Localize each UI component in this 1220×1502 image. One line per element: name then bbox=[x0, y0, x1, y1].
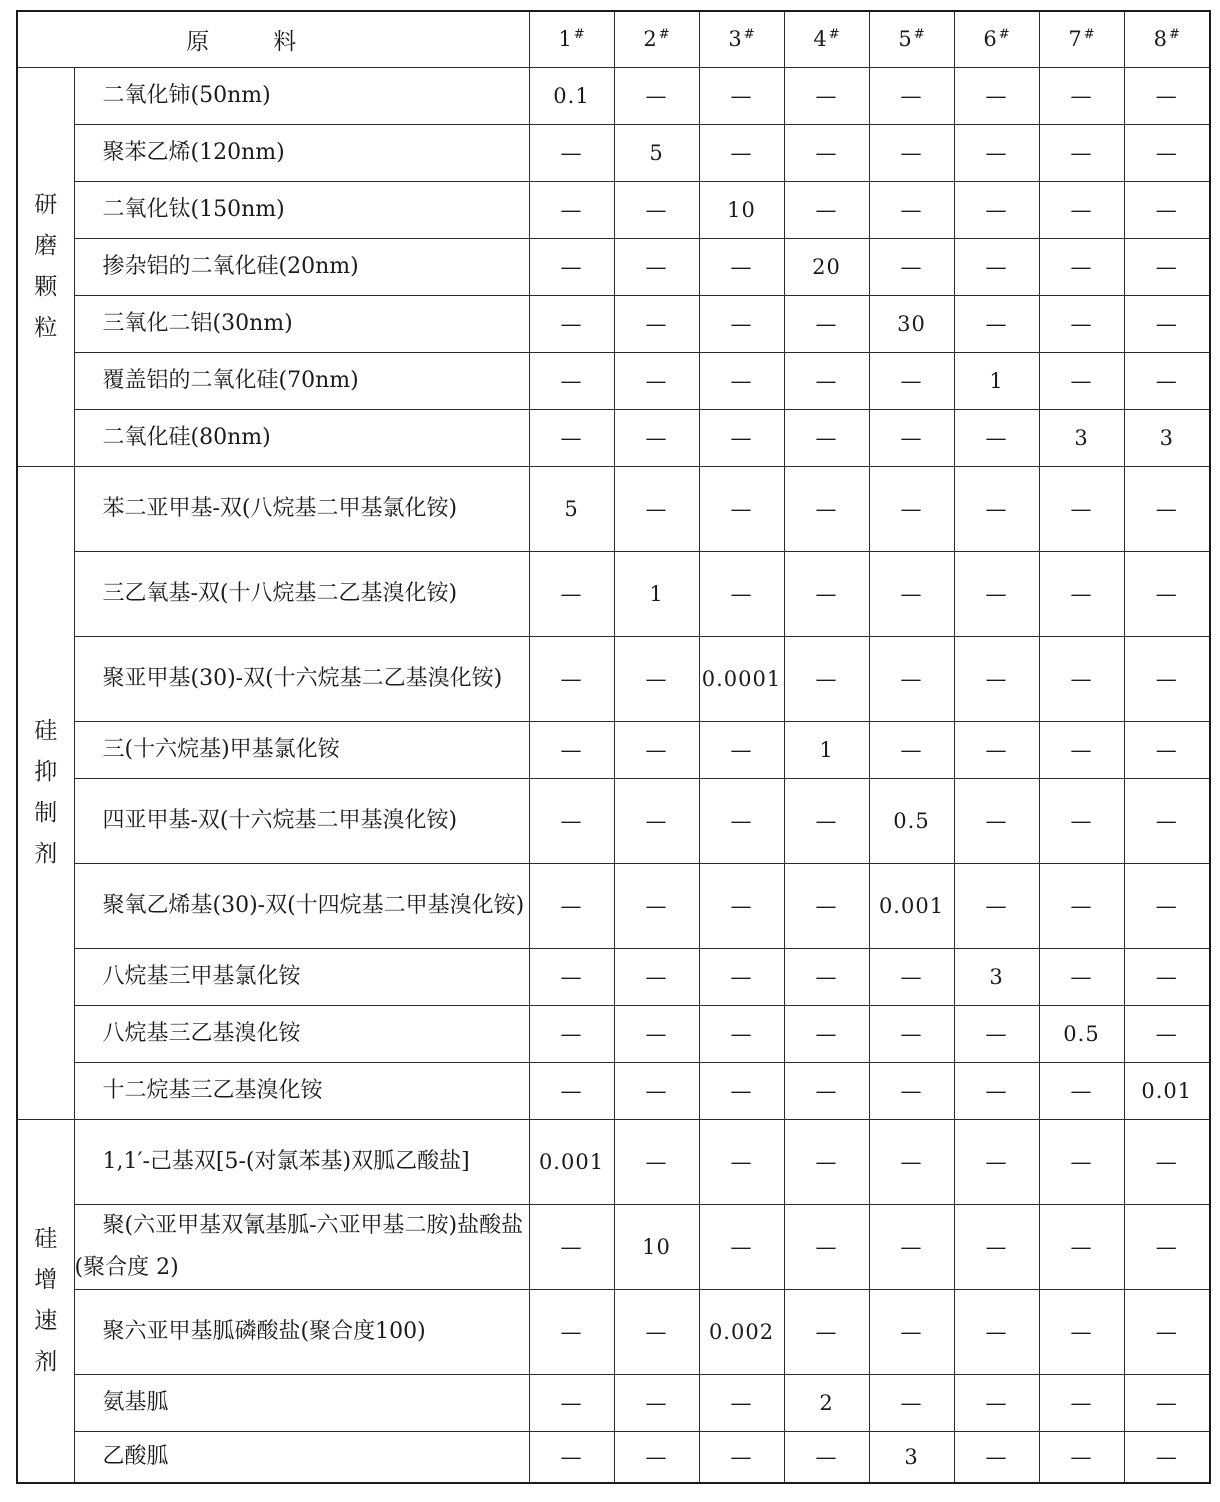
amount-cell: — bbox=[1124, 1289, 1210, 1374]
amount-cell: — bbox=[1039, 238, 1124, 295]
amount-cell: 0.01 bbox=[1124, 1062, 1210, 1119]
amount-cell: — bbox=[1124, 1204, 1210, 1289]
amount-cell: — bbox=[954, 409, 1039, 466]
table-row bbox=[17, 466, 1210, 551]
amount-cell: — bbox=[784, 67, 869, 124]
amount-cell: — bbox=[784, 124, 869, 181]
column-header-2 bbox=[614, 11, 699, 67]
amount-cell: — bbox=[529, 1374, 614, 1431]
column-number: 3 bbox=[728, 27, 742, 52]
table-row bbox=[17, 1431, 1210, 1483]
column-number: 8 bbox=[1153, 27, 1167, 52]
amount-cell: — bbox=[699, 1431, 784, 1483]
amount-cell: — bbox=[529, 636, 614, 721]
amount-cell: — bbox=[869, 636, 954, 721]
material-name: 聚(六亚甲基双氰基胍-六亚甲基二胺)盐酸盐(聚合度 2) bbox=[74, 1204, 529, 1289]
amount-cell: — bbox=[699, 1204, 784, 1289]
amount-cell: — bbox=[784, 551, 869, 636]
amount-cell: — bbox=[1124, 1374, 1210, 1431]
amount-cell: — bbox=[784, 1062, 869, 1119]
amount-cell: 10 bbox=[614, 1204, 699, 1289]
amount-cell: 5 bbox=[529, 466, 614, 551]
amount-cell: — bbox=[529, 1005, 614, 1062]
amount-cell: — bbox=[529, 551, 614, 636]
amount-cell: — bbox=[614, 721, 699, 778]
table-row bbox=[17, 67, 1210, 124]
amount-cell: — bbox=[614, 1374, 699, 1431]
amount-cell: — bbox=[954, 466, 1039, 551]
amount-cell: — bbox=[869, 1289, 954, 1374]
column-mark: # bbox=[573, 27, 585, 43]
amount-cell: — bbox=[1124, 238, 1210, 295]
formulation-table bbox=[16, 10, 1211, 1484]
table-row bbox=[17, 238, 1210, 295]
amount-cell: — bbox=[614, 238, 699, 295]
amount-cell: — bbox=[529, 352, 614, 409]
material-name: 二氧化铈(50nm) bbox=[74, 67, 529, 124]
group-label-cell bbox=[17, 1119, 74, 1483]
amount-cell: — bbox=[869, 124, 954, 181]
amount-cell: — bbox=[1039, 1289, 1124, 1374]
table-row bbox=[17, 863, 1210, 948]
amount-cell: — bbox=[529, 1204, 614, 1289]
amount-cell: — bbox=[954, 238, 1039, 295]
amount-cell: 0.001 bbox=[529, 1119, 614, 1204]
column-mark: # bbox=[913, 27, 925, 43]
material-name: 聚六亚甲基胍磷酸盐(聚合度100) bbox=[74, 1289, 529, 1374]
amount-cell: — bbox=[784, 466, 869, 551]
amount-cell: — bbox=[1124, 67, 1210, 124]
material-name: 三氧化二铝(30nm) bbox=[74, 295, 529, 352]
amount-cell: — bbox=[1124, 636, 1210, 721]
amount-cell: — bbox=[1124, 352, 1210, 409]
amount-cell: — bbox=[954, 1204, 1039, 1289]
column-mark: # bbox=[1083, 27, 1095, 43]
header-row bbox=[17, 11, 1210, 67]
amount-cell: — bbox=[1124, 721, 1210, 778]
amount-cell: — bbox=[529, 238, 614, 295]
amount-cell: — bbox=[699, 721, 784, 778]
material-name: 三(十六烷基)甲基氯化铵 bbox=[74, 721, 529, 778]
material-name: 聚亚甲基(30)-双(十六烷基二乙基溴化铵) bbox=[74, 636, 529, 721]
amount-cell: — bbox=[614, 181, 699, 238]
amount-cell: — bbox=[784, 409, 869, 466]
amount-cell: — bbox=[614, 778, 699, 863]
amount-cell: — bbox=[784, 863, 869, 948]
amount-cell: — bbox=[614, 863, 699, 948]
amount-cell: — bbox=[784, 778, 869, 863]
material-name: 十二烷基三乙基溴化铵 bbox=[74, 1062, 529, 1119]
amount-cell: — bbox=[699, 295, 784, 352]
amount-cell: — bbox=[869, 352, 954, 409]
amount-cell: — bbox=[869, 551, 954, 636]
amount-cell: — bbox=[614, 409, 699, 466]
material-name: 聚苯乙烯(120nm) bbox=[74, 124, 529, 181]
amount-cell: — bbox=[529, 778, 614, 863]
column-mark: # bbox=[743, 27, 755, 43]
amount-cell: — bbox=[1039, 352, 1124, 409]
amount-cell: — bbox=[1124, 778, 1210, 863]
amount-cell: — bbox=[869, 1374, 954, 1431]
amount-cell: — bbox=[784, 1005, 869, 1062]
amount-cell: 0.001 bbox=[869, 863, 954, 948]
column-header-5 bbox=[869, 11, 954, 67]
amount-cell: — bbox=[529, 181, 614, 238]
amount-cell: — bbox=[614, 948, 699, 1005]
amount-cell: — bbox=[869, 1204, 954, 1289]
amount-cell: — bbox=[1039, 948, 1124, 1005]
amount-cell: — bbox=[529, 1431, 614, 1483]
amount-cell: — bbox=[869, 721, 954, 778]
column-header-8 bbox=[1124, 11, 1210, 67]
amount-cell: — bbox=[1039, 1374, 1124, 1431]
amount-cell: — bbox=[869, 1119, 954, 1204]
amount-cell: — bbox=[529, 124, 614, 181]
amount-cell: — bbox=[529, 409, 614, 466]
column-number: 7 bbox=[1068, 27, 1082, 52]
material-name: 聚氧乙烯基(30)-双(十四烷基二甲基溴化铵) bbox=[74, 863, 529, 948]
material-name: 乙酸胍 bbox=[74, 1431, 529, 1483]
material-name: 掺杂铝的二氧化硅(20nm) bbox=[74, 238, 529, 295]
amount-cell: — bbox=[954, 863, 1039, 948]
amount-cell: — bbox=[1124, 1431, 1210, 1483]
material-name: 八烷基三乙基溴化铵 bbox=[74, 1005, 529, 1062]
group-label: 研磨颗粒 bbox=[34, 191, 58, 341]
amount-cell: — bbox=[869, 238, 954, 295]
amount-cell: 0.0001 bbox=[699, 636, 784, 721]
amount-cell: — bbox=[1124, 1005, 1210, 1062]
amount-cell: — bbox=[784, 636, 869, 721]
material-name: 覆盖铝的二氧化硅(70nm) bbox=[74, 352, 529, 409]
group-label: 硅增速剂 bbox=[34, 1225, 58, 1375]
group-label-cell bbox=[17, 67, 74, 466]
column-number: 1 bbox=[558, 27, 572, 52]
amount-cell: — bbox=[699, 1374, 784, 1431]
amount-cell: — bbox=[699, 352, 784, 409]
column-number: 6 bbox=[983, 27, 997, 52]
amount-cell: — bbox=[614, 67, 699, 124]
amount-cell: — bbox=[614, 352, 699, 409]
amount-cell: — bbox=[1124, 863, 1210, 948]
table-row bbox=[17, 124, 1210, 181]
amount-cell: — bbox=[1039, 295, 1124, 352]
amount-cell: — bbox=[1039, 181, 1124, 238]
table-row bbox=[17, 721, 1210, 778]
amount-cell: 1 bbox=[954, 352, 1039, 409]
amount-cell: — bbox=[1039, 1062, 1124, 1119]
amount-cell: — bbox=[1124, 948, 1210, 1005]
amount-cell: — bbox=[529, 863, 614, 948]
amount-cell: — bbox=[954, 778, 1039, 863]
amount-cell: — bbox=[699, 551, 784, 636]
amount-cell: 3 bbox=[954, 948, 1039, 1005]
amount-cell: — bbox=[869, 948, 954, 1005]
column-mark: # bbox=[1168, 27, 1180, 43]
amount-cell: — bbox=[1039, 778, 1124, 863]
amount-cell: — bbox=[954, 1005, 1039, 1062]
amount-cell: — bbox=[1124, 1119, 1210, 1204]
amount-cell: — bbox=[954, 67, 1039, 124]
amount-cell: — bbox=[614, 1431, 699, 1483]
amount-cell: — bbox=[699, 1062, 784, 1119]
amount-cell: 3 bbox=[1124, 409, 1210, 466]
amount-cell: 0.1 bbox=[529, 67, 614, 124]
amount-cell: — bbox=[1039, 551, 1124, 636]
group-label-cell bbox=[17, 466, 74, 1119]
column-mark: # bbox=[998, 27, 1010, 43]
material-name: 二氧化钛(150nm) bbox=[74, 181, 529, 238]
amount-cell: — bbox=[699, 409, 784, 466]
amount-cell: — bbox=[954, 721, 1039, 778]
amount-cell: — bbox=[954, 1431, 1039, 1483]
amount-cell: — bbox=[614, 1062, 699, 1119]
amount-cell: — bbox=[784, 352, 869, 409]
amount-cell: 0.002 bbox=[699, 1289, 784, 1374]
table-row bbox=[17, 352, 1210, 409]
column-number: 2 bbox=[643, 27, 657, 52]
column-header-3 bbox=[699, 11, 784, 67]
amount-cell: 3 bbox=[869, 1431, 954, 1483]
amount-cell: — bbox=[784, 1119, 869, 1204]
amount-cell: — bbox=[699, 863, 784, 948]
amount-cell: 0.5 bbox=[869, 778, 954, 863]
amount-cell: — bbox=[614, 636, 699, 721]
amount-cell: — bbox=[954, 1374, 1039, 1431]
amount-cell: — bbox=[1124, 181, 1210, 238]
column-header-4 bbox=[784, 11, 869, 67]
amount-cell: — bbox=[1039, 1119, 1124, 1204]
amount-cell: — bbox=[869, 409, 954, 466]
amount-cell: — bbox=[1039, 1204, 1124, 1289]
table-row bbox=[17, 1204, 1210, 1289]
table-row bbox=[17, 295, 1210, 352]
amount-cell: — bbox=[869, 181, 954, 238]
table-row bbox=[17, 1374, 1210, 1431]
amount-cell: 30 bbox=[869, 295, 954, 352]
amount-cell: — bbox=[614, 1005, 699, 1062]
amount-cell: — bbox=[954, 1289, 1039, 1374]
amount-cell: — bbox=[869, 1005, 954, 1062]
amount-cell: 1 bbox=[614, 551, 699, 636]
table-row bbox=[17, 181, 1210, 238]
amount-cell: — bbox=[699, 1005, 784, 1062]
amount-cell: 20 bbox=[784, 238, 869, 295]
amount-cell: — bbox=[954, 181, 1039, 238]
amount-cell: — bbox=[699, 1119, 784, 1204]
table-row bbox=[17, 1062, 1210, 1119]
amount-cell: — bbox=[529, 721, 614, 778]
table-row bbox=[17, 551, 1210, 636]
amount-cell: — bbox=[1124, 466, 1210, 551]
amount-cell: — bbox=[699, 124, 784, 181]
amount-cell: — bbox=[784, 181, 869, 238]
column-header-7 bbox=[1039, 11, 1124, 67]
amount-cell: — bbox=[614, 295, 699, 352]
amount-cell: — bbox=[699, 238, 784, 295]
amount-cell: — bbox=[954, 1062, 1039, 1119]
amount-cell: — bbox=[954, 1119, 1039, 1204]
table-row bbox=[17, 409, 1210, 466]
amount-cell: — bbox=[784, 295, 869, 352]
amount-cell: — bbox=[1039, 67, 1124, 124]
amount-cell: — bbox=[1039, 721, 1124, 778]
amount-cell: — bbox=[699, 67, 784, 124]
table-row bbox=[17, 636, 1210, 721]
amount-cell: — bbox=[614, 1119, 699, 1204]
amount-cell: — bbox=[954, 636, 1039, 721]
amount-cell: — bbox=[1124, 124, 1210, 181]
amount-cell: — bbox=[1039, 466, 1124, 551]
amount-cell: — bbox=[614, 466, 699, 551]
material-name: 氨基胍 bbox=[74, 1374, 529, 1431]
column-mark: # bbox=[658, 27, 670, 43]
amount-cell: — bbox=[954, 124, 1039, 181]
amount-cell: — bbox=[784, 1431, 869, 1483]
amount-cell: — bbox=[1124, 295, 1210, 352]
material-name: 三乙氧基-双(十八烷基二乙基溴化铵) bbox=[74, 551, 529, 636]
material-name: 1,1′-己基双[5-(对氯苯基)双胍乙酸盐] bbox=[74, 1119, 529, 1204]
table-row bbox=[17, 1119, 1210, 1204]
group-label: 硅抑制剂 bbox=[34, 717, 58, 867]
amount-cell: 3 bbox=[1039, 409, 1124, 466]
material-name: 八烷基三甲基氯化铵 bbox=[74, 948, 529, 1005]
amount-cell: — bbox=[529, 1062, 614, 1119]
column-header-1 bbox=[529, 11, 614, 67]
amount-cell: — bbox=[954, 551, 1039, 636]
amount-cell: — bbox=[1039, 863, 1124, 948]
column-header-6 bbox=[954, 11, 1039, 67]
amount-cell: — bbox=[784, 1289, 869, 1374]
amount-cell: — bbox=[529, 1289, 614, 1374]
amount-cell: — bbox=[869, 466, 954, 551]
amount-cell: — bbox=[529, 948, 614, 1005]
amount-cell: — bbox=[1124, 551, 1210, 636]
column-number: 4 bbox=[813, 27, 827, 52]
amount-cell: 5 bbox=[614, 124, 699, 181]
table-row bbox=[17, 948, 1210, 1005]
column-number: 5 bbox=[898, 27, 912, 52]
amount-cell: 10 bbox=[699, 181, 784, 238]
table-body bbox=[17, 11, 1210, 1483]
amount-cell: — bbox=[699, 948, 784, 1005]
amount-cell: — bbox=[784, 948, 869, 1005]
amount-cell: — bbox=[784, 1204, 869, 1289]
amount-cell: 0.5 bbox=[1039, 1005, 1124, 1062]
amount-cell: — bbox=[1039, 124, 1124, 181]
amount-cell: — bbox=[529, 295, 614, 352]
amount-cell: 2 bbox=[784, 1374, 869, 1431]
amount-cell: — bbox=[699, 778, 784, 863]
material-name: 二氧化硅(80nm) bbox=[74, 409, 529, 466]
table-row bbox=[17, 1005, 1210, 1062]
amount-cell: — bbox=[1039, 1431, 1124, 1483]
column-mark: # bbox=[828, 27, 840, 43]
amount-cell: — bbox=[1039, 636, 1124, 721]
amount-cell: — bbox=[869, 1062, 954, 1119]
material-header: 原料 bbox=[17, 11, 529, 67]
material-name: 四亚甲基-双(十六烷基二甲基溴化铵) bbox=[74, 778, 529, 863]
amount-cell: — bbox=[699, 466, 784, 551]
amount-cell: — bbox=[954, 295, 1039, 352]
amount-cell: — bbox=[869, 67, 954, 124]
amount-cell: 1 bbox=[784, 721, 869, 778]
amount-cell: — bbox=[614, 1289, 699, 1374]
table-row bbox=[17, 1289, 1210, 1374]
material-name: 苯二亚甲基-双(八烷基二甲基氯化铵) bbox=[74, 466, 529, 551]
table-row bbox=[17, 778, 1210, 863]
